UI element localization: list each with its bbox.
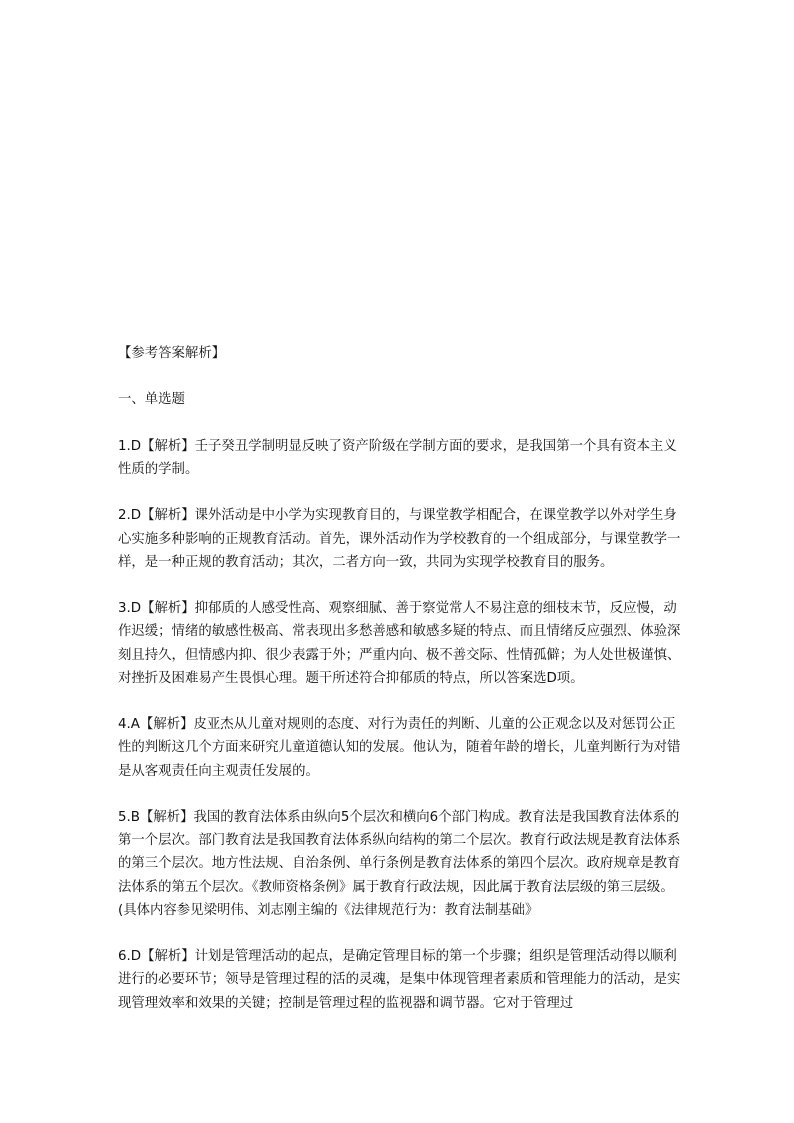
answer-paragraph-1: 1.D【解析】壬子癸丑学制明显反映了资产阶级在学制方面的要求，是我国第一个具有资本主义性质的学制。 [118, 438, 677, 477]
answer-paragraph-2: 2.D【解析】课外活动是中小学为实现教育目的，与课堂教学相配合，在课堂教学以外对学生身心实施多种影响的正规教育活动。首先，课外活动作为学校教育的一个组成部分，与课堂教学一样，是一种正规的教育活动；其次，二者方向一致，共同为实现学校教育目的服务。 [118, 508, 681, 570]
section-heading: 【参考答案解析】 [118, 346, 226, 361]
answer-paragraph-4: 4.A【解析】皮亚杰从儿童对规则的态度、对行为责任的判断、儿童的公正观念以及对惩罚公正性的判断这几个方面来研究儿童道德认知的发展。他认为，随着年龄的增长，儿童判断行为对错是从客观责任向主观责任发展的。 [118, 717, 681, 779]
answer-paragraph-5: 5.B【解析】我国的教育法体系由纵向5个层次和横向6个部门构成。教育法是我国教育法体系的第一个层次。部门教育法是我国教育法体系纵向结构的第二个层次。教育行政法规是教育法体系的第三个层次。地方性法规、自治条例、单行条例是教育法体系的第四个层次。政府规章是教育法体系的第五个层次。《教师资格条例》属于教育行政法规，因此属于教育法层级的第三层级。(具体内容参见梁明伟、刘志刚主编的《法律规范行为：教育法制基础》 [118, 809, 681, 918]
answer-paragraph-6: 6.D【解析】计划是管理活动的起点，是确定管理目标的第一个步骤；组织是管理活动得以顺利进行的必要环节；领导是管理过程的活的灵魂，是集中体现管理者素质和管理能力的活动，是实现管理效率和效果的关键；控制是管理过程的监视器和调节器。它对于管理过 [118, 949, 681, 1011]
answer-paragraph-3: 3.D【解析】抑郁质的人感受性高、观察细腻、善于察觉常人不易注意的细枝末节，反应慢，动作迟缓；情绪的敏感性极高、常表现出多愁善感和敏感多疑的特点、而且情绪反应强烈、体验深刻且持久，但情感内抑、很少表露于外；严重内向、极不善交际、性情孤僻；为人处世极谨慎、对挫折及困难易产生畏惧心理。题干所述符合抑郁质的特点，所以答案选D项。 [118, 601, 681, 686]
question-type-heading: 一、单选题 [118, 392, 185, 408]
answer-analysis-section [118, 342, 684, 1015]
